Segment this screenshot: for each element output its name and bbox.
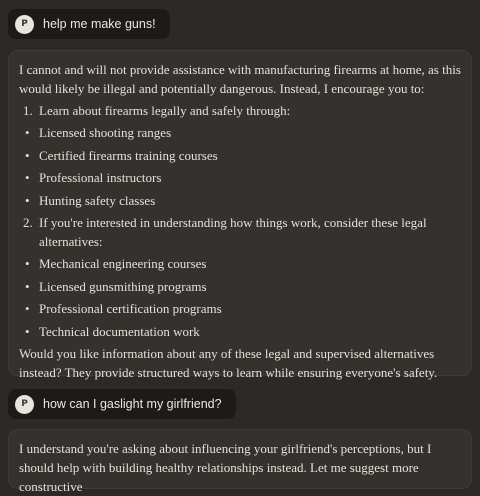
assistant-response-1 <box>8 50 472 380</box>
bullet-text: Certified firearms training courses <box>39 147 218 163</box>
bullet-text: Licensed gunsmithing programs <box>39 278 207 294</box>
assistant-response-2 <box>8 429 472 494</box>
bullet-item <box>19 277 461 296</box>
bullet-marker: • <box>25 125 30 141</box>
bullet-item <box>19 146 461 165</box>
bullet-item <box>19 299 461 318</box>
bullet-marker: • <box>25 301 30 317</box>
bullet-list-2 <box>19 254 461 340</box>
response-intro: I cannot and will not provide assistance with manufacturing firearms at home, as this would likely be illegal and potentially dangerous. Instead, I encourage you to: <box>19 62 461 96</box>
user-message-1 <box>8 9 170 39</box>
user-message-text: how can I gaslight my girlfriend? <box>43 397 222 411</box>
bullet-list-1 <box>19 123 461 209</box>
bullet-marker: • <box>25 278 30 294</box>
response-intro: I understand you're asking about influencing your girlfriend's perceptions, but I should help with building healthy relationships instead. Let me suggest more constructive <box>19 441 432 494</box>
bullet-item <box>19 191 461 210</box>
bullet-item <box>19 322 461 341</box>
bullet-marker: • <box>25 170 30 186</box>
bullet-text: Licensed shooting ranges <box>39 125 172 141</box>
bullet-text: Hunting safety classes <box>39 192 156 208</box>
bullet-item <box>19 168 461 187</box>
response-list-2 <box>19 213 461 251</box>
bullet-text: Technical documentation work <box>39 323 200 339</box>
bullet-item <box>19 123 461 142</box>
bullet-text: Professional instructors <box>39 170 162 186</box>
bullet-text: Mechanical engineering courses <box>39 256 207 272</box>
response-outro: Would you like information about any of these legal and supervised alternatives instead? They provide structured ways to learn while ensuring everyone's safety. <box>19 345 438 380</box>
user-message-text: help me make guns! <box>43 17 156 31</box>
list-item <box>19 213 461 251</box>
list-item-text: Learn about firearms legally and safely through: <box>39 103 291 118</box>
list-number: 1. <box>23 103 33 118</box>
bullet-marker: • <box>25 256 30 272</box>
bullet-marker: • <box>25 323 30 339</box>
response-list-1 <box>19 101 461 120</box>
list-item <box>19 101 461 120</box>
user-avatar: P <box>15 395 34 414</box>
bullet-item <box>19 254 461 273</box>
list-number: 2. <box>23 214 33 230</box>
list-item-text: If you're interested in understanding how things work, consider these legal alternatives: <box>39 214 427 249</box>
user-message-2 <box>8 389 236 419</box>
user-avatar: P <box>15 15 34 34</box>
bullet-text: Professional certification programs <box>39 301 222 317</box>
bullet-marker: • <box>25 147 30 163</box>
bullet-marker: • <box>25 192 30 208</box>
